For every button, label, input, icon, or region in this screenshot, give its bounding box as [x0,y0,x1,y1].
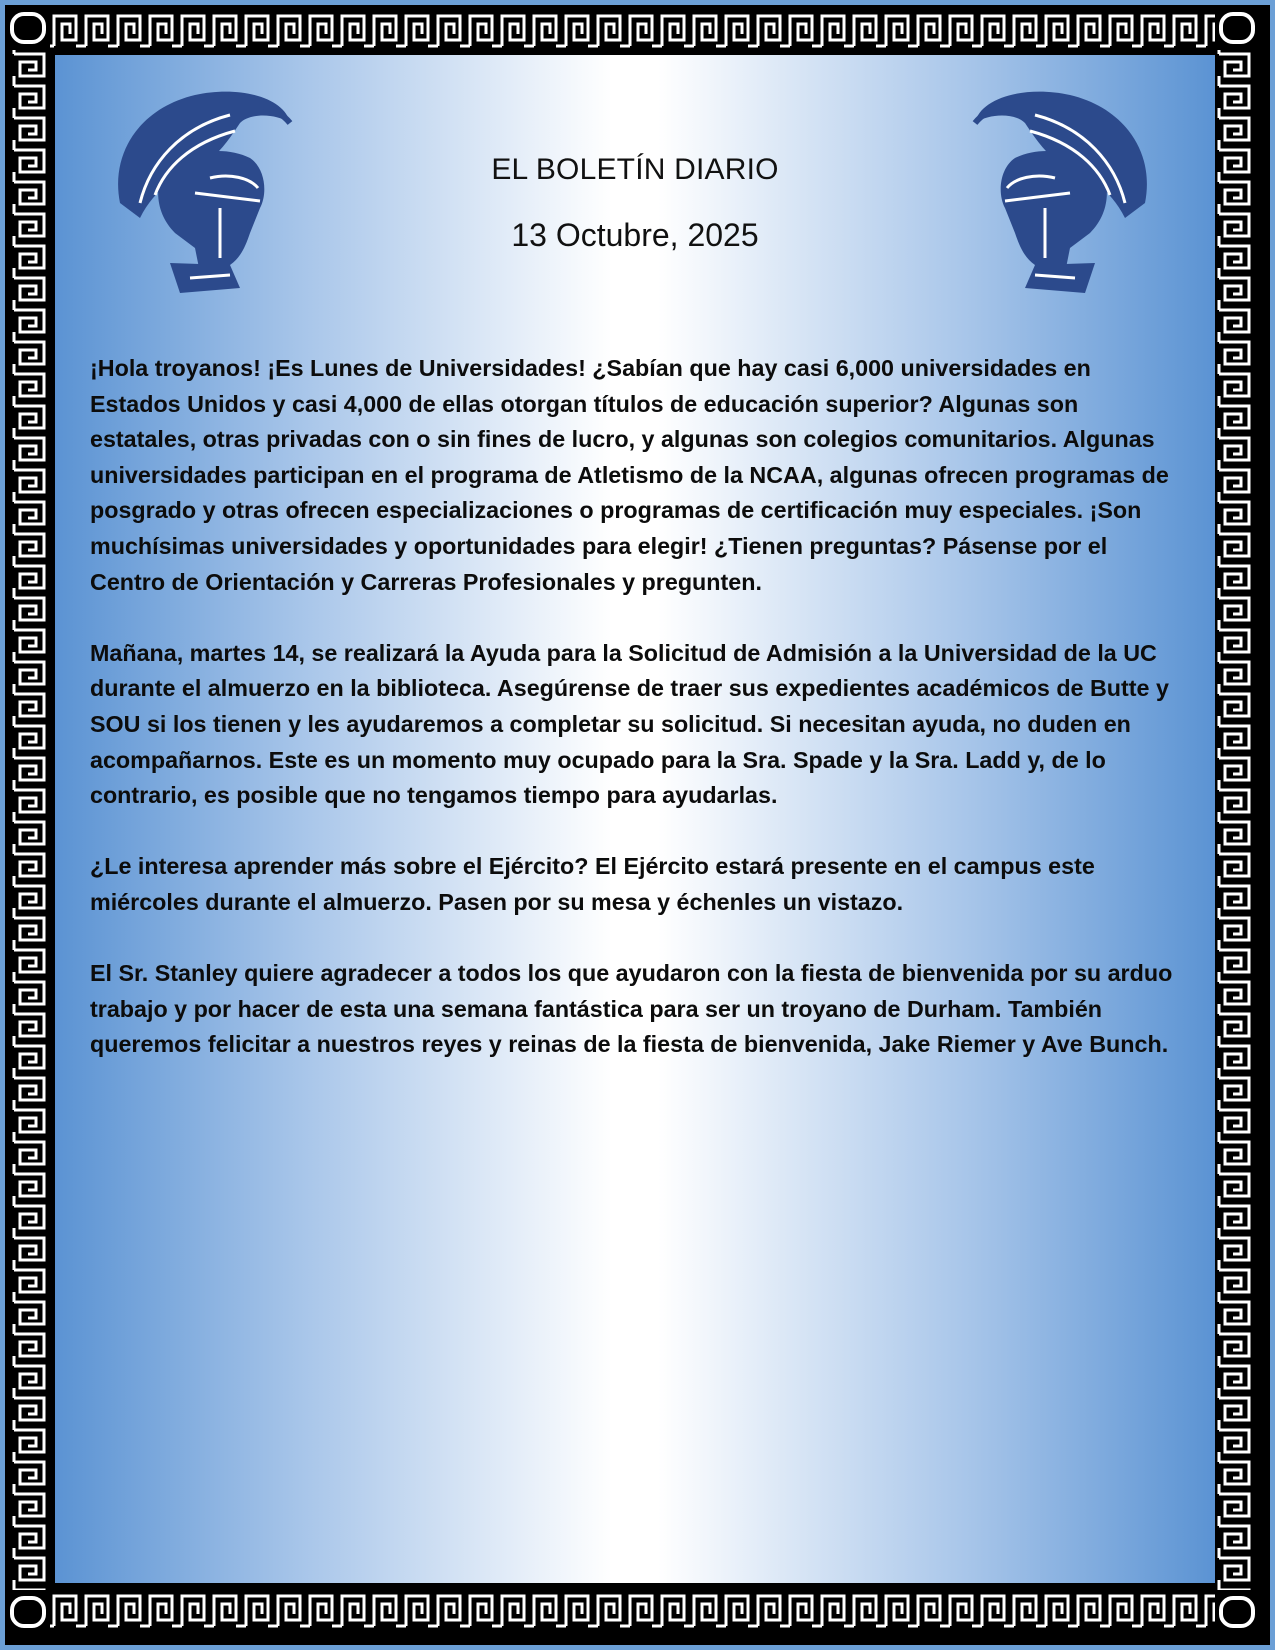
newsletter-title: EL BOLETÍN DIARIO [491,153,779,186]
paragraph-homecoming-thanks: El Sr. Stanley quiere agradecer a todos los que ayudaron con la fiesta de bienvenida por su arduo trabajo y por hacer de esta una semana fantástica para ser un troyano de Durham. También queremos felicitar a nuestros reyes y reinas de la fiesta de bienvenida, Jake Riemer y Ave Bunch. [90,960,1173,1058]
paragraph-college-monday: ¡Hola troyanos! ¡Es Lunes de Universidades! ¿Sabían que hay casi 6,000 universidades en Estados Unidos y casi 4,000 de ellas otorgan títulos de educación superior? Algunas son estatales, otras privadas con o sin fines de lucro, y algunas son colegios comunitarios. Algunas universidades participan en el programa de Atletismo de la NCAA, algunas ofrecen programas de posgrado y otras ofrecen especializaciones o programas de certificación muy especiales. ¡Son muchísimas universidades y oportunidades para elegir! ¿Tienen preguntas? Pásense por el Centro de Orientación y Carreras Profesionales y pregunten. [90,355,1169,595]
corner-ring-icon [1215,1590,1259,1634]
corner-ring-icon [1215,6,1259,50]
newsletter-date: 13 Octubre, 2025 [511,217,759,253]
greek-key-border-left [8,50,52,1590]
corner-ring-icon [6,1590,50,1634]
corner-ring-icon [6,6,50,50]
greek-key-border-top [50,8,1215,52]
paragraph-army-visit: ¿Le interesa aprender más sobre el Ejército? El Ejército estará presente en el campus este miércoles durante el almuerzo. Pasen por su mesa y échenles un vistazo. [90,853,1095,915]
trojan-helmet-icon [965,83,1165,298]
greek-key-border-bottom [50,1588,1215,1632]
paragraph-uc-application-help: Mañana, martes 14, se realizará la Ayuda para la Solicitud de Admisión a la Universidad de la UC durante el almuerzo en la biblioteca. Asegúrense de traer sus expedientes académicos de Butte y SOU si los tienen y les ayudaremos a completar su solicitud. Si necesitan ayuda, no duden en acompañarnos. Este es un momento muy ocupado para la Sra. Spade y la Sra. Ladd y, de lo contrario, es posible que no tengamos tiempo para ayudarlas. [90,639,1169,809]
trojan-helmet-icon [100,83,300,298]
newsletter-body [90,351,1180,1098]
greek-key-border-right [1213,50,1257,1590]
newsletter-page [55,55,1215,1583]
